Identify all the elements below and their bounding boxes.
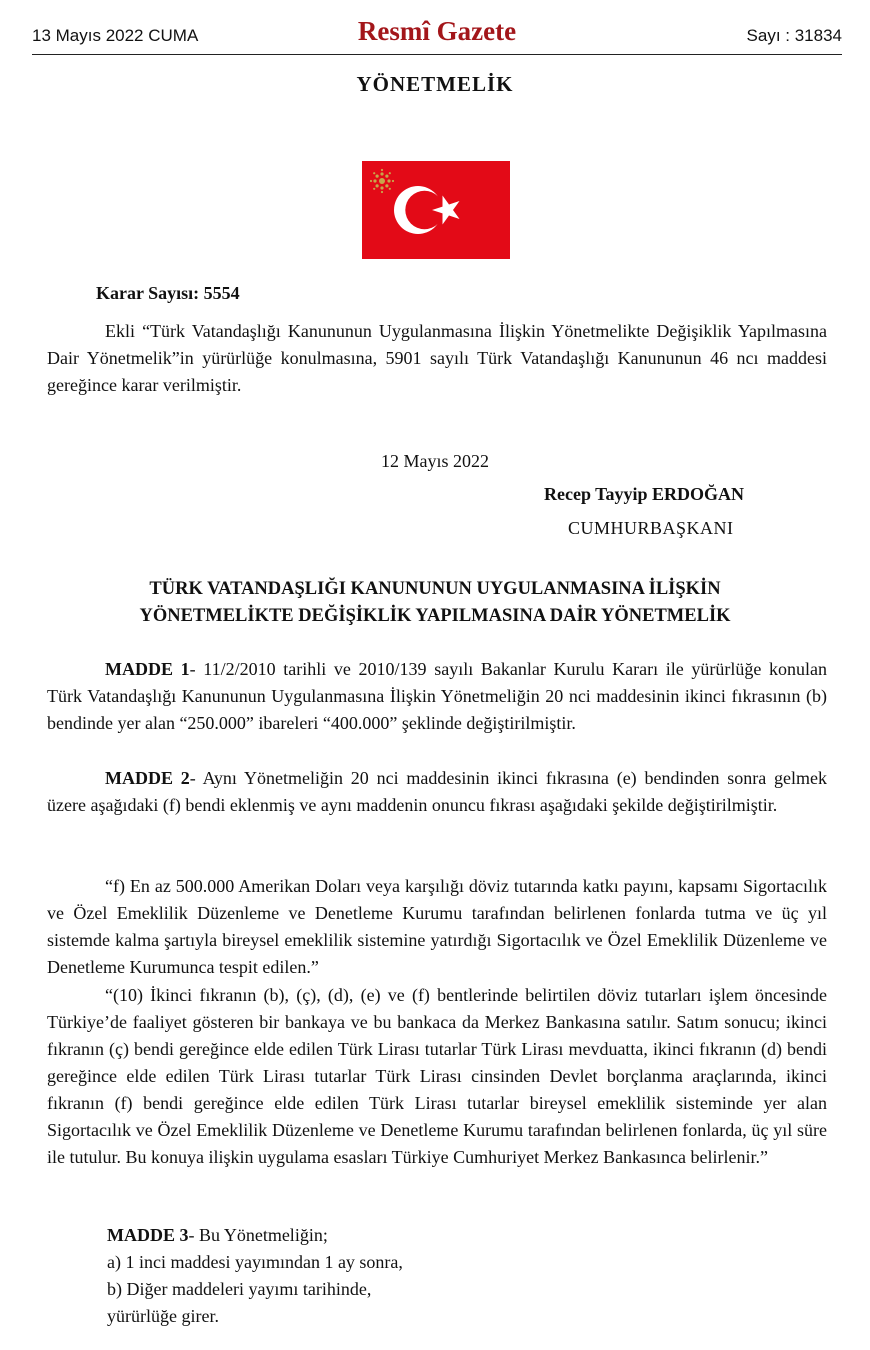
article-1-label: MADDE 1: [105, 659, 190, 679]
article-3-item-a: a) 1 inci maddesi yayımından 1 ay sonra,: [107, 1252, 403, 1272]
issue-date: 13 Mayıs 2022 CUMA: [32, 26, 199, 45]
article-2-text: - Aynı Yönetmeliğin 20 nci maddesinin ikinci fıkrasına (e) bendinden sonra gelmek üzere aşağıdaki (f) bendi eklenmiş ve aynı maddenin onuncu fıkrası aşağıdaki şekilde değiştirilmiştir.: [47, 768, 827, 815]
article-2-label: MADDE 2: [105, 768, 190, 788]
article-3: [107, 1225, 328, 1246]
section-title: YÖNETMELİK: [356, 72, 514, 96]
regulation-title: [0, 576, 870, 630]
decision-number: Karar Sayısı: 5554: [96, 283, 240, 303]
article-3-label: MADDE 3: [107, 1225, 189, 1245]
article-1: [47, 656, 827, 737]
quote-paragraph-10: “(10) İkinci fıkranın (b), (ç), (d), (e) ve (f) bentlerinde belirtilen döviz tutarları işlem öncesinde Türkiye’de faaliyet gösteren bir bankaya ve bu bankaca da Merkez Bankasına satılır. Satım sonucu; ikinci fıkranın (ç) bendi gereğince elde edilen Türk Lirası tutarlar Türk Lirası mevduatta, ikinci fıkranın (d) bendi gereğince elde edilen Türk Lirası tutarlar Türk Lirası cinsinden Devlet borçlanma araçlarında, ikinci fıkranın (f) bendi gereğince elde edilen Türk Lirası tutarlar bireysel emeklilik sisteminde yer alan Sigortacılık ve Özel Emeklilik Düzenleme ve Denetleme Kurumu tarafından belirlenen fonlarda, üç yıl süre ile tutulur. Bu konuya ilişkin uygulama esasları Türkiye Cumhuriyet Merkez Bankasınca belirlenir.”: [47, 985, 827, 1167]
article-3-text: - Bu Yönetmeliğin;: [188, 1225, 328, 1245]
regulation-title-line-2: YÖNETMELİKTE DEĞİŞİKLİK YAPILMASINA DAİR YÖNETMELİK: [139, 606, 731, 626]
decision-date: 12 Mayıs 2022: [381, 451, 489, 471]
quote-clause-f: “f) En az 500.000 Amerikan Doları veya karşılığı döviz tutarında katkı payını, kapsamı Sigortacılık ve Özel Emeklilik Düzenleme ve Denetleme Kurumu tarafından belirlenen fonlarda tutma ve üç yıl sistemde kalma şartıyla bireysel emeklilik sistemine yatırdığı Sigortacılık ve Özel Emeklilik Düzenleme ve Denetleme Kurumunca tespit edilen.”: [47, 876, 827, 977]
masthead: [32, 14, 842, 55]
decision-text: Ekli “Türk Vatandaşlığı Kanununun Uygulanmasına İlişkin Yönetmelikte Değişiklik Yapılmasına Dair Yönetmelik”in yürürlüğe konulmasına, 5901 sayılı Türk Vatandaşlığı Kanununun 46 ncı maddesi gereğince karar verilmiştir.: [47, 321, 827, 395]
article-2: [47, 765, 827, 819]
sun-emblem-icon: [370, 169, 394, 193]
signer-title: CUMHURBAŞKANI: [568, 518, 734, 538]
article-3-item-b: b) Diğer maddeleri yayımı tarihinde,: [107, 1279, 372, 1299]
regulation-title-line-1: TÜRK VATANDAŞLIĞI KANUNUNUN UYGULANMASINA İLİŞKİN: [149, 579, 721, 599]
gazette-title[interactable]: Resmî Gazete: [357, 16, 517, 46]
article-3-closing: yürürlüğe girer.: [107, 1306, 219, 1326]
presidential-flag-icon: [362, 161, 510, 259]
signer-name: Recep Tayyip ERDOĞAN: [544, 484, 745, 504]
article-1-text: - 11/2/2010 tarihli ve 2010/139 sayılı Bakanlar Kurulu Kararı ile yürürlüğe konulan Türk Vatandaşlığı Kanununun Uygulanmasına İlişkin Yönetmeliğin 20 nci maddesinin ikinci fıkrasının (b) bendinde yer alan “250.000” ibareleri “400.000” şeklinde değiştirilmiştir.: [47, 659, 827, 733]
issue-number: Sayı : 31834: [746, 26, 842, 45]
